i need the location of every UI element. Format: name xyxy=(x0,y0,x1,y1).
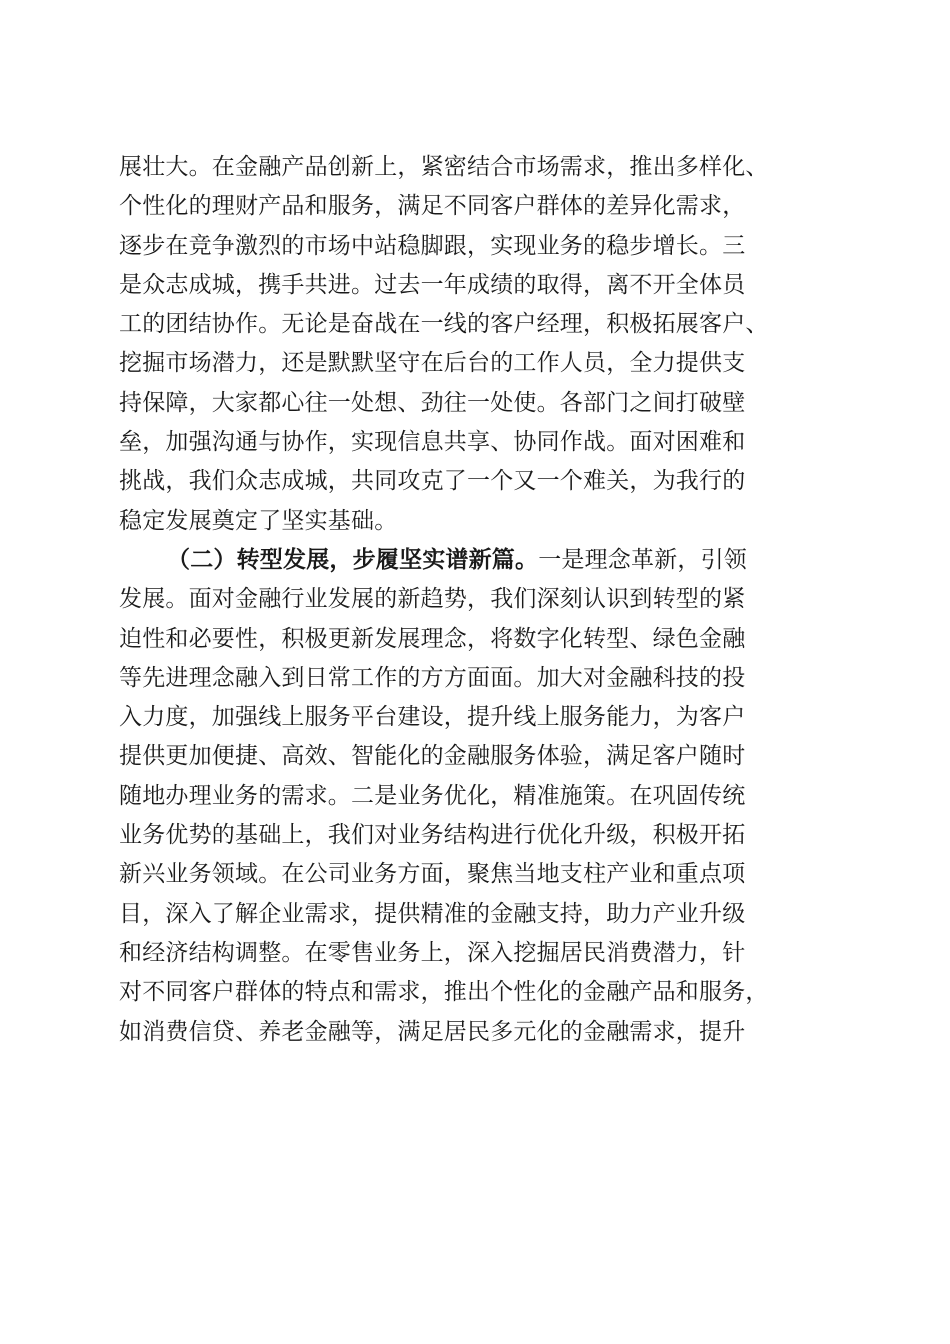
document-body xyxy=(119,148,839,1052)
text-line: 个性化的理财产品和服务，满足不同客户群体的差异化需求， xyxy=(119,193,746,220)
text-line: 稳定发展奠定了坚实基础。 xyxy=(119,507,398,534)
section-first-line-text: 一是理念革新，引领 xyxy=(538,546,748,573)
text-line: 持保障，大家都心往一处想、劲往一处使。各部门之间打破壁 xyxy=(119,389,746,416)
text-line: 入力度，加强线上服务平台建设，提升线上服务能力，为客户 xyxy=(119,704,746,731)
text-line: 对不同客户群体的特点和需求，推出个性化的金融产品和服务， xyxy=(119,979,769,1006)
text-line: 工的团结协作。无论是奋战在一线的客户经理，积极拓展客户、 xyxy=(119,311,769,338)
text-line: 如消费信贷、养老金融等，满足居民多元化的金融需求，提升 xyxy=(119,1018,746,1045)
text-line: 目，深入了解企业需求，提供精准的金融支持，助力产业升级 xyxy=(119,900,746,927)
text-line: 逐步在竞争激烈的市场中站稳脚跟，实现业务的稳步增长。三 xyxy=(119,232,746,259)
text-line: 业务优势的基础上，我们对业务结构进行优化升级，积极开拓 xyxy=(119,822,746,849)
text-line: 展壮大。在金融产品创新上，紧密结合市场需求，推出多样化、 xyxy=(119,154,769,180)
text-line: 发展。面对金融行业发展的新趋势，我们深刻认识到转型的紧 xyxy=(119,586,746,613)
text-line: 等先进理念融入到日常工作的方方面面。加大对金融科技的投 xyxy=(119,664,746,691)
text-line: 挖掘市场潜力，还是默默坚守在后台的工作人员，全力提供支 xyxy=(119,350,746,377)
section-heading-line xyxy=(119,541,839,580)
text-line: 垒，加强沟通与协作，实现信息共享、协同作战。面对困难和 xyxy=(119,429,746,456)
text-line: 提供更加便捷、高效、智能化的金融服务体验，满足客户随时 xyxy=(119,743,746,770)
text-line: 挑战，我们众志成城，共同攻克了一个又一个难关，为我行的 xyxy=(119,468,746,495)
text-line: 随地办理业务的需求。二是业务优化，精准施策。在巩固传统 xyxy=(119,782,746,809)
text-line: 和经济结构调整。在零售业务上，深入挖掘居民消费潜力，针 xyxy=(119,939,746,966)
text-line: 是众志成城，携手共进。过去一年成绩的取得，离不开全体员 xyxy=(119,271,746,298)
text-line: 新兴业务领域。在公司业务方面，聚焦当地支柱产业和重点项 xyxy=(119,861,746,888)
section-heading: （二）转型发展，步履坚实谱新篇。 xyxy=(167,546,539,573)
text-line: 迫性和必要性，积极更新发展理念，将数字化转型、绿色金融 xyxy=(119,625,746,652)
